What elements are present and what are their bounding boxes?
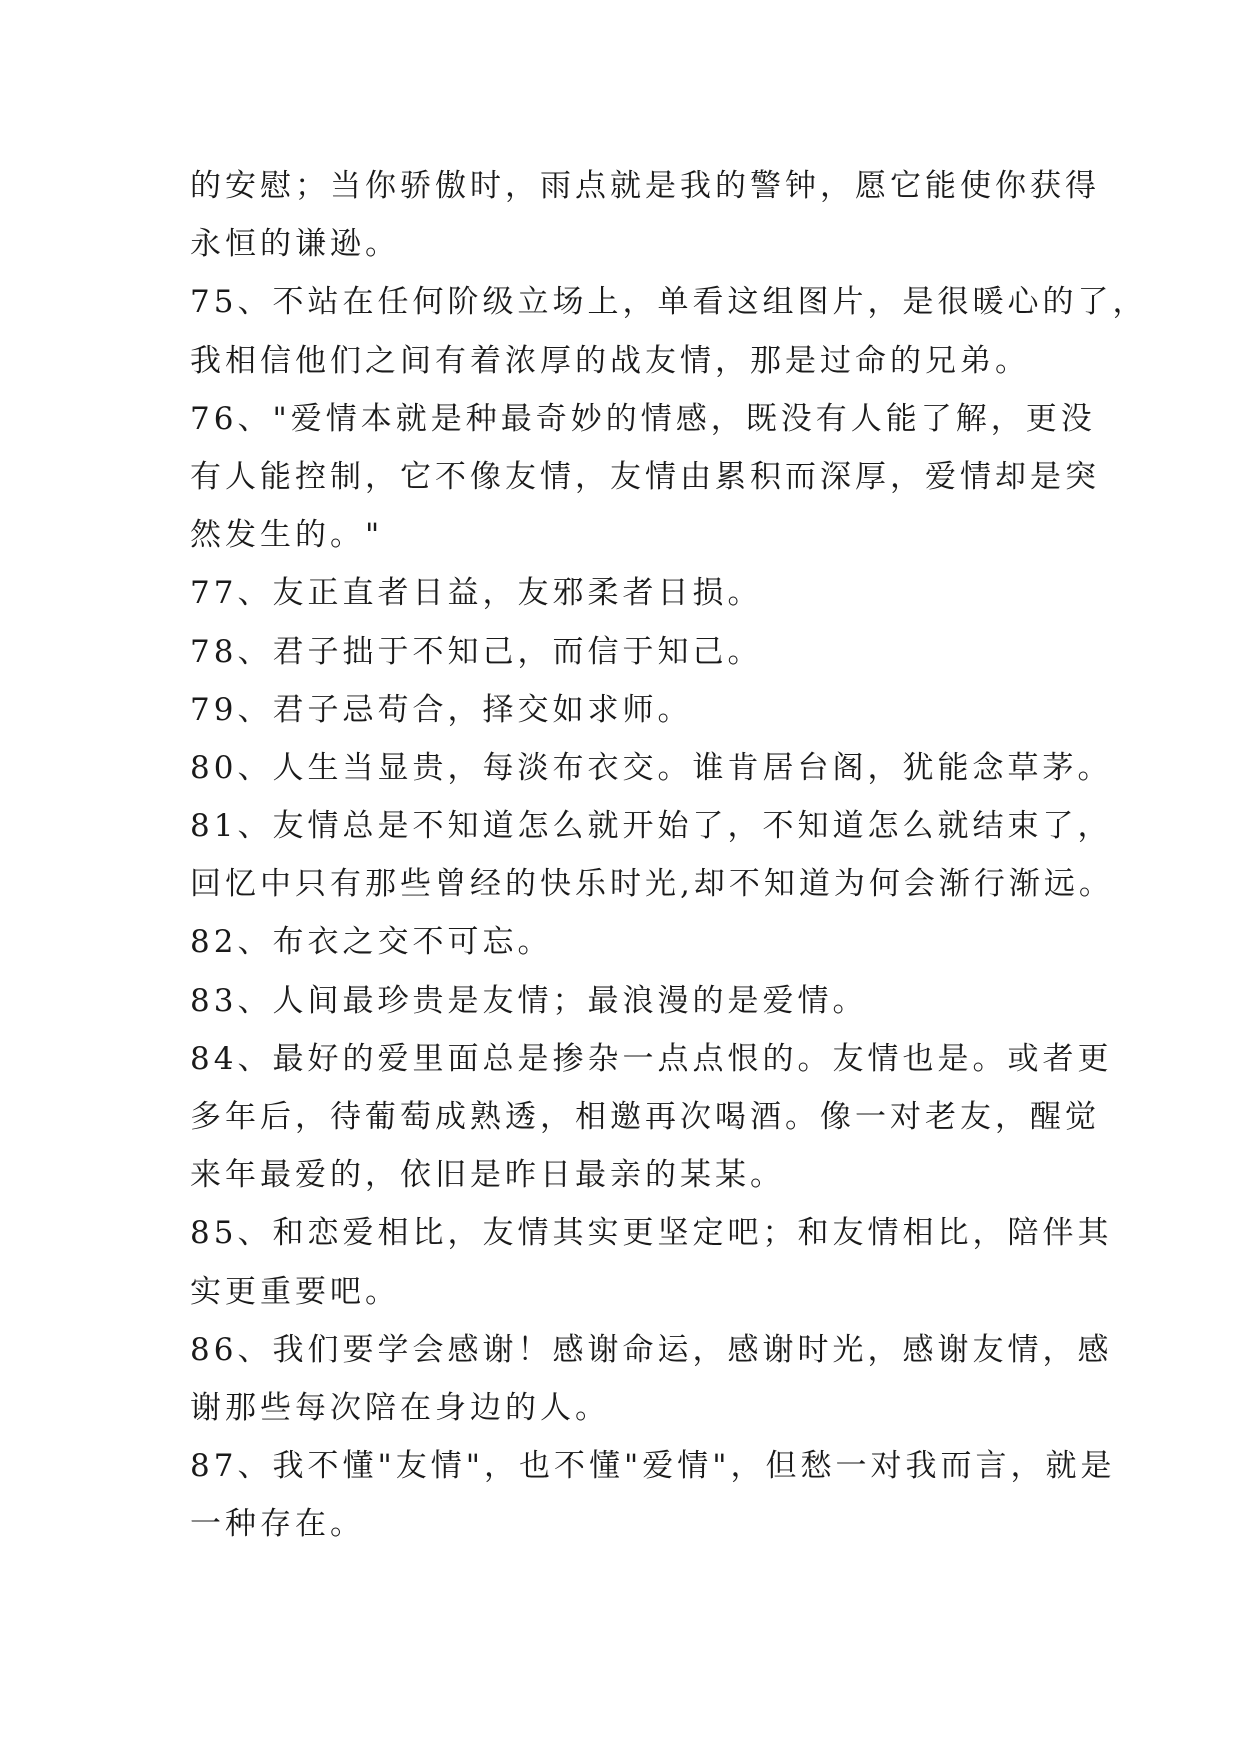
text-line: 79、君子忌苟合，择交如求师。	[190, 691, 693, 728]
text-line: 多年后，待葡萄成熟透，相邀再次喝酒。像一对老友，醒觉	[190, 1099, 1100, 1135]
text-line: 来年最爱的，依旧是昨日最亲的某某。	[190, 1157, 785, 1194]
text-line: 82、布衣之交不可忘。	[190, 924, 553, 961]
text-line: 然发生的。"	[190, 517, 384, 554]
text-line: 80、人生当显贵，每淡布衣交。谁肯居台阁，犹能念草茅。	[190, 749, 1113, 786]
text-line: 85、和恋爱相比，友情其实更坚定吧；和友情相比，陪伴其	[190, 1215, 1113, 1252]
text-line: 的安慰；当你骄傲时，雨点就是我的警钟，愿它能使你获得	[190, 168, 1100, 204]
text-line: 永恒的谦逊。	[190, 226, 400, 263]
text-line: 81、友情总是不知道怎么就开始了，不知道怎么就结束了，	[190, 808, 1113, 845]
text-line: 84、最好的爱里面总是掺杂一点点恨的。友情也是。或者更	[190, 1040, 1113, 1077]
text-line: 回忆中只有那些曾经的快乐时光,却不知道为何会渐行渐远。	[190, 866, 1114, 903]
text-line: 有人能控制，它不像友情，友情由累积而深厚，爱情却是突	[190, 458, 1100, 495]
text-line: 76、"爱情本就是种最奇妙的情感，既没有人能了解，更没	[190, 400, 1096, 437]
document-body	[190, 157, 1148, 1554]
text-line: 87、我不懂"友情"，也不懂"爱情"，但愁一对我而言，就是	[190, 1448, 1116, 1485]
text-line: 我相信他们之间有着浓厚的战友情，那是过命的兄弟。	[190, 342, 1030, 379]
text-line: 78、君子拙于不知己，而信于知己。	[190, 633, 763, 670]
text-line: 一种存在。	[190, 1506, 365, 1543]
text-line: 谢那些每次陪在身边的人。	[190, 1389, 610, 1426]
text-line: 75、不站在任何阶级立场上，单看这组图片，是很暖心的了，	[190, 284, 1148, 321]
text-line: 77、友正直者日益，友邪柔者日损。	[190, 575, 763, 612]
text-line: 83、人间最珍贵是友情；最浪漫的是爱情。	[190, 982, 868, 1019]
text-line: 实更重要吧。	[190, 1273, 400, 1310]
text-line: 86、我们要学会感谢！感谢命运，感谢时光，感谢友情，感	[190, 1331, 1113, 1368]
